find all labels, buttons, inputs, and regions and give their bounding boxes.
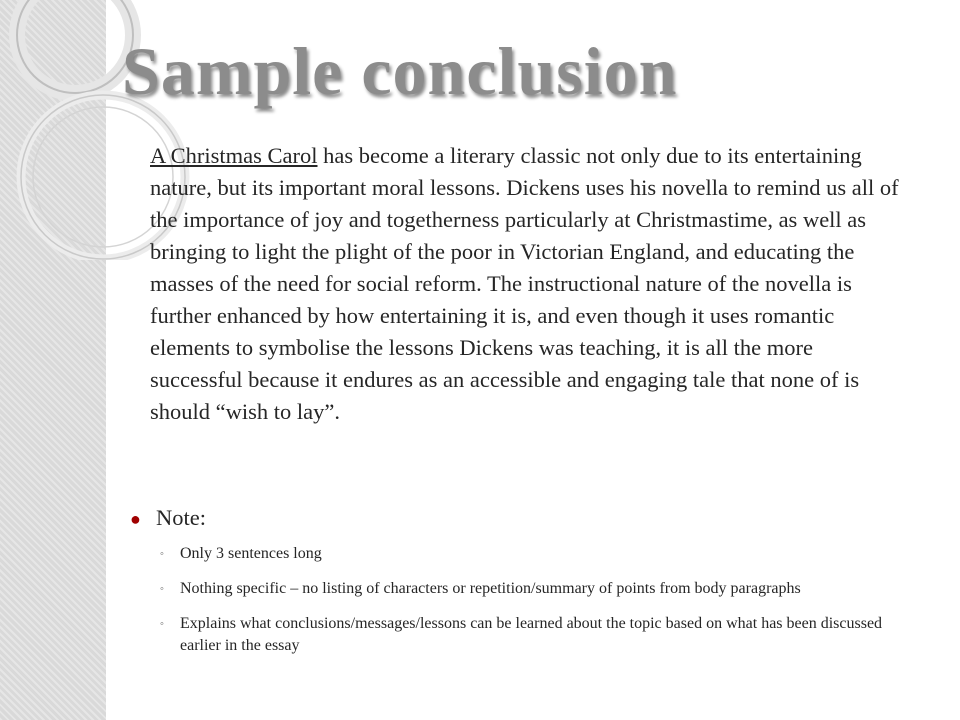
list-item <box>130 578 910 600</box>
bullet-dot-icon: ● <box>130 509 141 529</box>
list-item-text: Nothing specific – no listing of characters or repetition/summary of points from body paragraphs <box>180 580 801 597</box>
ring-bullet-icon: ◦ <box>160 583 164 595</box>
note-bullet <box>130 505 206 531</box>
ring-bullet-icon: ◦ <box>160 548 164 560</box>
slide-title: Sample conclusion <box>122 33 678 109</box>
ring-bullet-icon: ◦ <box>160 618 164 630</box>
list-item <box>130 613 910 657</box>
note-sub-list <box>130 543 910 657</box>
list-item-text: Only 3 sentences long <box>180 545 322 562</box>
paragraph-body: has become a literary classic not only due to its entertaining nature, but its important moral lessons. Dickens uses his novella to remind us all of the importance of joy and togetherness particularly at Christmastime, as well as bringing to light the plight of the poor in Victorian England, and educating the masses of the need for social reform. The instructional nature of the novella is further enhanced by how entertaining it is, and even though it uses romantic elements to symbolise the lessons Dickens was teaching, it is all the more successful because it endures as an accessible and engaging tale that none of is should “wish to lay”. <box>150 143 899 424</box>
note-label: Note: <box>156 505 206 530</box>
list-item <box>130 543 910 565</box>
conclusion-paragraph <box>150 140 910 428</box>
book-title: A Christmas Carol <box>150 143 318 168</box>
list-item-text: Explains what conclusions/messages/lessons can be learned about the topic based on what has been discussed earlier in the essay <box>180 615 883 654</box>
